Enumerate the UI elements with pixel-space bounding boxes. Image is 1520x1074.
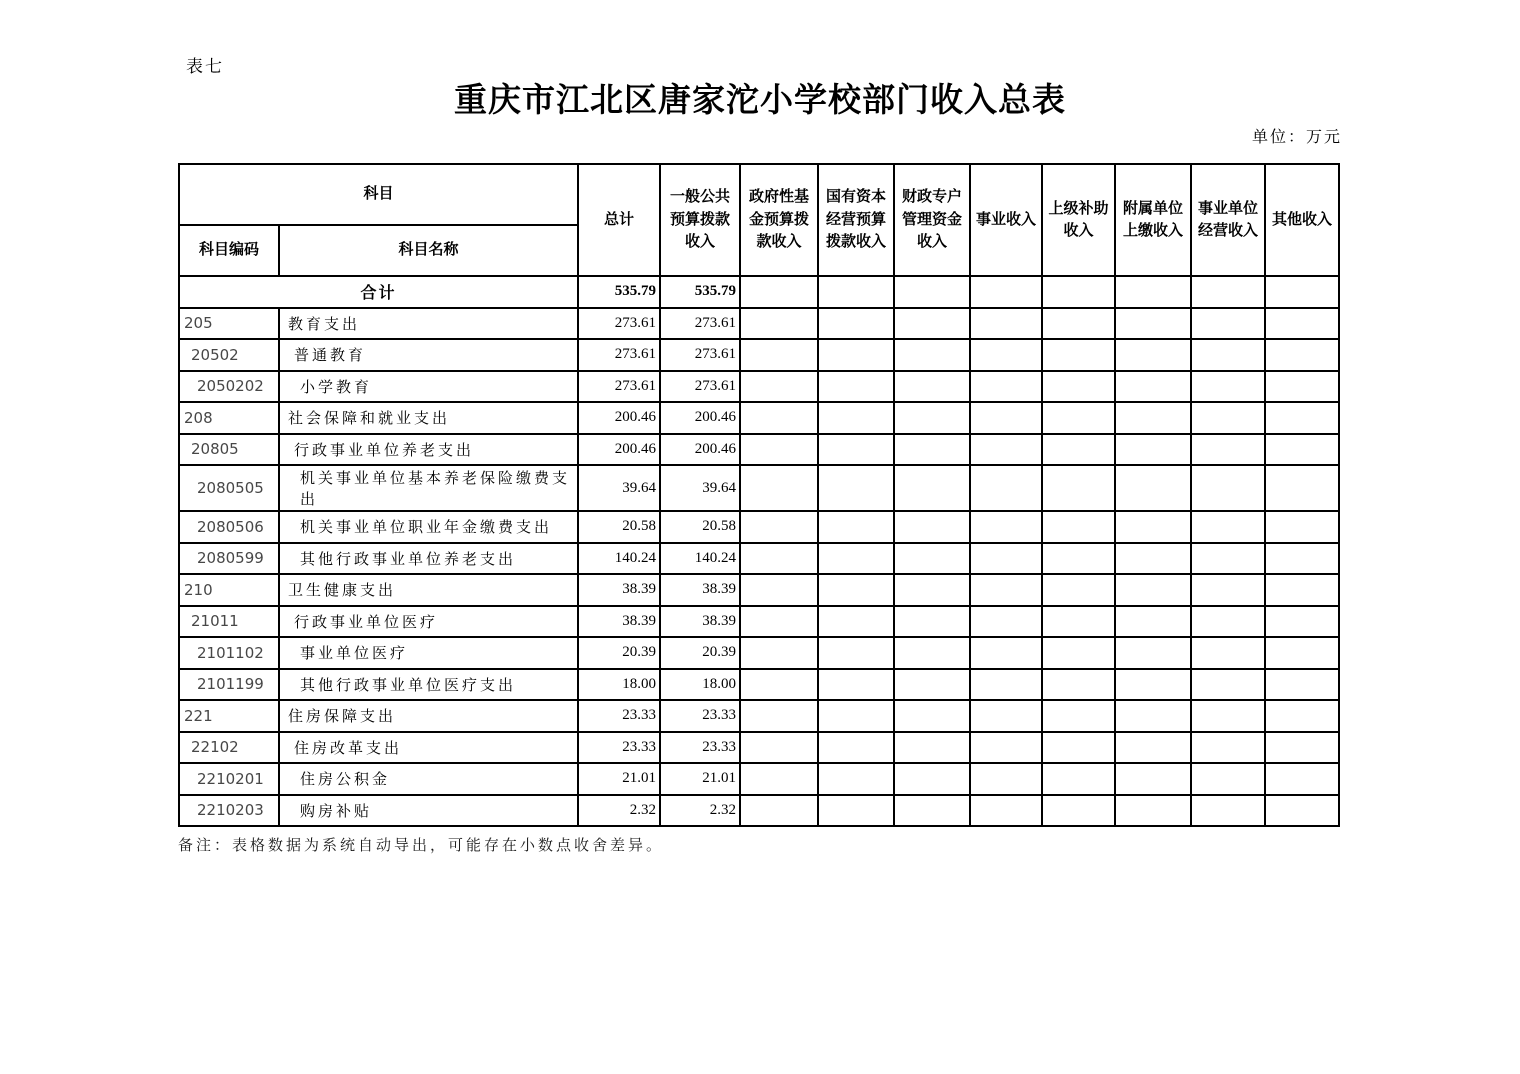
- value-cell: [740, 402, 818, 434]
- value-cell: [740, 700, 818, 732]
- total-value-cell: 535.79: [578, 276, 660, 308]
- value-cell: [1265, 339, 1339, 371]
- subject-name-cell: 住房改革支出: [279, 732, 578, 764]
- value-cell: 140.24: [660, 543, 740, 575]
- value-cell: [1265, 511, 1339, 543]
- value-cell: [818, 637, 894, 669]
- total-value-cell: [1042, 276, 1115, 308]
- table-row: [179, 574, 1339, 606]
- value-cell: [970, 465, 1042, 511]
- value-cell: [1042, 371, 1115, 403]
- value-cell: [1115, 700, 1191, 732]
- value-cell: [894, 371, 970, 403]
- value-cell: [970, 371, 1042, 403]
- value-cell: [740, 606, 818, 638]
- header-col-affiliated-unit-remit: 附属单位上缴收入: [1115, 164, 1191, 276]
- subject-name-cell: 住房公积金: [279, 763, 578, 795]
- value-cell: [970, 434, 1042, 466]
- value-cell: [894, 700, 970, 732]
- value-cell: [818, 795, 894, 827]
- value-cell: [1191, 795, 1265, 827]
- value-cell: [818, 308, 894, 340]
- table-row: [179, 763, 1339, 795]
- value-cell: [1191, 339, 1265, 371]
- value-cell: [894, 308, 970, 340]
- value-cell: 38.39: [660, 606, 740, 638]
- value-cell: 38.39: [578, 574, 660, 606]
- subject-name-cell: 住房保障支出: [279, 700, 578, 732]
- value-cell: [894, 795, 970, 827]
- table-row: [179, 511, 1339, 543]
- table-row: [179, 339, 1339, 371]
- value-cell: [1265, 700, 1339, 732]
- value-cell: [818, 402, 894, 434]
- table-row: [179, 637, 1339, 669]
- value-cell: [970, 574, 1042, 606]
- value-cell: [1265, 795, 1339, 827]
- subject-name-cell: 机关事业单位基本养老保险缴费支出: [279, 465, 578, 511]
- value-cell: [1265, 763, 1339, 795]
- table-row: [179, 732, 1339, 764]
- value-cell: [818, 434, 894, 466]
- subject-name-cell: 教育支出: [279, 308, 578, 340]
- header-col-government-fund-budget: 政府性基金预算拨款收入: [740, 164, 818, 276]
- header-col-other-income: 其他收入: [1265, 164, 1339, 276]
- subject-name-cell: 普通教育: [279, 339, 578, 371]
- income-summary-table: [178, 163, 1340, 827]
- value-cell: [1265, 574, 1339, 606]
- subject-name-cell: 行政事业单位医疗: [279, 606, 578, 638]
- total-value-cell: [1191, 276, 1265, 308]
- value-cell: [1265, 308, 1339, 340]
- value-cell: [894, 574, 970, 606]
- total-value-cell: [818, 276, 894, 308]
- total-value-cell: [1265, 276, 1339, 308]
- value-cell: [818, 465, 894, 511]
- value-cell: [1042, 763, 1115, 795]
- value-cell: 2.32: [660, 795, 740, 827]
- value-cell: [1265, 637, 1339, 669]
- subject-code-cell: 2080506: [179, 511, 279, 543]
- total-row: [179, 276, 1339, 308]
- value-cell: [740, 308, 818, 340]
- value-cell: [970, 402, 1042, 434]
- table-row: [179, 371, 1339, 403]
- value-cell: [818, 574, 894, 606]
- value-cell: [1191, 308, 1265, 340]
- subject-name-cell: 社会保障和就业支出: [279, 402, 578, 434]
- value-cell: [1115, 574, 1191, 606]
- subject-code-cell: 20502: [179, 339, 279, 371]
- total-value-cell: [740, 276, 818, 308]
- value-cell: [894, 669, 970, 701]
- value-cell: 273.61: [578, 308, 660, 340]
- value-cell: [740, 669, 818, 701]
- value-cell: 39.64: [578, 465, 660, 511]
- value-cell: [1115, 308, 1191, 340]
- value-cell: [1191, 637, 1265, 669]
- header-col-fiscal-special-account: 财政专户管理资金收入: [894, 164, 970, 276]
- unit-label: 单位：万元: [1251, 129, 1342, 146]
- value-cell: 38.39: [660, 574, 740, 606]
- value-cell: 23.33: [578, 732, 660, 764]
- value-cell: [1115, 402, 1191, 434]
- value-cell: 18.00: [578, 669, 660, 701]
- value-cell: [740, 574, 818, 606]
- subject-name-cell: 购房补贴: [279, 795, 578, 827]
- value-cell: [970, 511, 1042, 543]
- value-cell: [818, 543, 894, 575]
- value-cell: 273.61: [660, 339, 740, 371]
- value-cell: 39.64: [660, 465, 740, 511]
- value-cell: [1265, 402, 1339, 434]
- value-cell: [894, 637, 970, 669]
- value-cell: [1115, 511, 1191, 543]
- value-cell: 2.32: [578, 795, 660, 827]
- total-value-cell: 535.79: [660, 276, 740, 308]
- value-cell: [1042, 402, 1115, 434]
- subject-name-cell: 其他行政事业单位医疗支出: [279, 669, 578, 701]
- value-cell: 273.61: [578, 339, 660, 371]
- value-cell: [1042, 511, 1115, 543]
- value-cell: [740, 732, 818, 764]
- table-row: [179, 543, 1339, 575]
- total-value-cell: [1115, 276, 1191, 308]
- value-cell: [1265, 543, 1339, 575]
- value-cell: [1265, 371, 1339, 403]
- subject-name-cell: 其他行政事业单位养老支出: [279, 543, 578, 575]
- value-cell: [970, 606, 1042, 638]
- value-cell: [1265, 465, 1339, 511]
- value-cell: [1042, 308, 1115, 340]
- value-cell: [894, 434, 970, 466]
- value-cell: [740, 795, 818, 827]
- subject-name-cell: 卫生健康支出: [279, 574, 578, 606]
- value-cell: [970, 637, 1042, 669]
- value-cell: [1042, 637, 1115, 669]
- value-cell: 20.58: [660, 511, 740, 543]
- value-cell: 23.33: [660, 700, 740, 732]
- value-cell: 23.33: [578, 700, 660, 732]
- value-cell: [818, 669, 894, 701]
- footnote: 备注：表格数据为系统自动导出，可能存在小数点收舍差异。: [178, 838, 665, 854]
- subject-code-cell: 2210201: [179, 763, 279, 795]
- subject-code-cell: 221: [179, 700, 279, 732]
- table-number-label: 表七: [186, 57, 224, 76]
- value-cell: [970, 795, 1042, 827]
- value-cell: [1115, 669, 1191, 701]
- header-col-institution-operating: 事业单位经营收入: [1191, 164, 1265, 276]
- value-cell: [1042, 732, 1115, 764]
- value-cell: [894, 511, 970, 543]
- value-cell: [894, 606, 970, 638]
- value-cell: 140.24: [578, 543, 660, 575]
- page-title: 重庆市江北区唐家沱小学校部门收入总表: [454, 83, 1066, 119]
- value-cell: [818, 606, 894, 638]
- subject-name-cell: 小学教育: [279, 371, 578, 403]
- value-cell: [894, 763, 970, 795]
- value-cell: 20.39: [660, 637, 740, 669]
- value-cell: [894, 465, 970, 511]
- value-cell: [1115, 763, 1191, 795]
- value-cell: [1191, 543, 1265, 575]
- value-cell: [740, 543, 818, 575]
- value-cell: 200.46: [660, 402, 740, 434]
- value-cell: 273.61: [660, 308, 740, 340]
- value-cell: 200.46: [578, 434, 660, 466]
- value-cell: [1191, 732, 1265, 764]
- value-cell: [1115, 434, 1191, 466]
- subject-name-cell: 行政事业单位养老支出: [279, 434, 578, 466]
- value-cell: [1191, 402, 1265, 434]
- table-row: [179, 308, 1339, 340]
- subject-code-cell: 205: [179, 308, 279, 340]
- table-row: [179, 402, 1339, 434]
- subject-name-cell: 机关事业单位职业年金缴费支出: [279, 511, 578, 543]
- value-cell: [740, 511, 818, 543]
- header-col-state-capital-budget: 国有资本经营预算拨款收入: [818, 164, 894, 276]
- total-value-cell: [970, 276, 1042, 308]
- value-cell: 273.61: [578, 371, 660, 403]
- subject-code-cell: 210: [179, 574, 279, 606]
- subject-code-cell: 2050202: [179, 371, 279, 403]
- value-cell: [1042, 606, 1115, 638]
- table-row: [179, 434, 1339, 466]
- value-cell: [970, 669, 1042, 701]
- subject-code-cell: 2080505: [179, 465, 279, 511]
- value-cell: [818, 732, 894, 764]
- value-cell: 20.39: [578, 637, 660, 669]
- value-cell: [1042, 574, 1115, 606]
- value-cell: [970, 308, 1042, 340]
- header-subject-code: 科目编码: [179, 225, 279, 276]
- value-cell: [1042, 669, 1115, 701]
- value-cell: [970, 700, 1042, 732]
- value-cell: [1115, 371, 1191, 403]
- subject-code-cell: 2101102: [179, 637, 279, 669]
- value-cell: 21.01: [578, 763, 660, 795]
- value-cell: 38.39: [578, 606, 660, 638]
- value-cell: [1115, 606, 1191, 638]
- value-cell: [1191, 574, 1265, 606]
- value-cell: 18.00: [660, 669, 740, 701]
- subject-code-cell: 22102: [179, 732, 279, 764]
- value-cell: [1191, 763, 1265, 795]
- value-cell: 200.46: [660, 434, 740, 466]
- table-row: [179, 606, 1339, 638]
- header-col-business-income: 事业收入: [970, 164, 1042, 276]
- value-cell: [1042, 700, 1115, 732]
- value-cell: [1115, 543, 1191, 575]
- value-cell: [818, 511, 894, 543]
- value-cell: [1191, 465, 1265, 511]
- value-cell: [1115, 465, 1191, 511]
- value-cell: [1265, 434, 1339, 466]
- value-cell: [740, 371, 818, 403]
- value-cell: [894, 543, 970, 575]
- value-cell: [970, 763, 1042, 795]
- table-row: [179, 669, 1339, 701]
- value-cell: [1042, 339, 1115, 371]
- value-cell: [1191, 434, 1265, 466]
- value-cell: [1115, 732, 1191, 764]
- value-cell: [1115, 339, 1191, 371]
- value-cell: [1042, 434, 1115, 466]
- value-cell: [740, 465, 818, 511]
- value-cell: 200.46: [578, 402, 660, 434]
- value-cell: [1042, 543, 1115, 575]
- value-cell: [1115, 795, 1191, 827]
- value-cell: [1042, 465, 1115, 511]
- value-cell: [894, 732, 970, 764]
- value-cell: [740, 434, 818, 466]
- value-cell: [1265, 669, 1339, 701]
- value-cell: [818, 763, 894, 795]
- value-cell: [1191, 700, 1265, 732]
- value-cell: [740, 763, 818, 795]
- value-cell: [970, 339, 1042, 371]
- value-cell: 21.01: [660, 763, 740, 795]
- header-col-total: 总计: [578, 164, 660, 276]
- subject-code-cell: 2210203: [179, 795, 279, 827]
- value-cell: [894, 339, 970, 371]
- value-cell: 23.33: [660, 732, 740, 764]
- value-cell: [740, 637, 818, 669]
- table-container: [178, 163, 1344, 855]
- value-cell: 273.61: [660, 371, 740, 403]
- header-subject-name: 科目名称: [279, 225, 578, 276]
- total-row-label: 合计: [179, 276, 578, 308]
- subject-code-cell: 20805: [179, 434, 279, 466]
- table-row: [179, 465, 1339, 511]
- value-cell: [1191, 669, 1265, 701]
- table-row: [179, 700, 1339, 732]
- value-cell: [818, 700, 894, 732]
- value-cell: [1191, 511, 1265, 543]
- value-cell: [970, 543, 1042, 575]
- value-cell: [818, 371, 894, 403]
- value-cell: [894, 402, 970, 434]
- value-cell: [1191, 371, 1265, 403]
- subject-code-cell: 2101199: [179, 669, 279, 701]
- value-cell: [1265, 606, 1339, 638]
- header-col-superior-subsidy: 上级补助收入: [1042, 164, 1115, 276]
- subject-code-cell: 21011: [179, 606, 279, 638]
- value-cell: 20.58: [578, 511, 660, 543]
- header-subject-group: 科目: [179, 164, 578, 225]
- total-value-cell: [894, 276, 970, 308]
- value-cell: [1191, 606, 1265, 638]
- value-cell: [970, 732, 1042, 764]
- value-cell: [1115, 637, 1191, 669]
- header-col-general-public-budget: 一般公共预算拨款收入: [660, 164, 740, 276]
- subject-code-cell: 208: [179, 402, 279, 434]
- subject-code-cell: 2080599: [179, 543, 279, 575]
- value-cell: [1042, 795, 1115, 827]
- value-cell: [740, 339, 818, 371]
- value-cell: [818, 339, 894, 371]
- table-row: [179, 795, 1339, 827]
- value-cell: [1265, 732, 1339, 764]
- subject-name-cell: 事业单位医疗: [279, 637, 578, 669]
- header-row-1: [179, 164, 1339, 225]
